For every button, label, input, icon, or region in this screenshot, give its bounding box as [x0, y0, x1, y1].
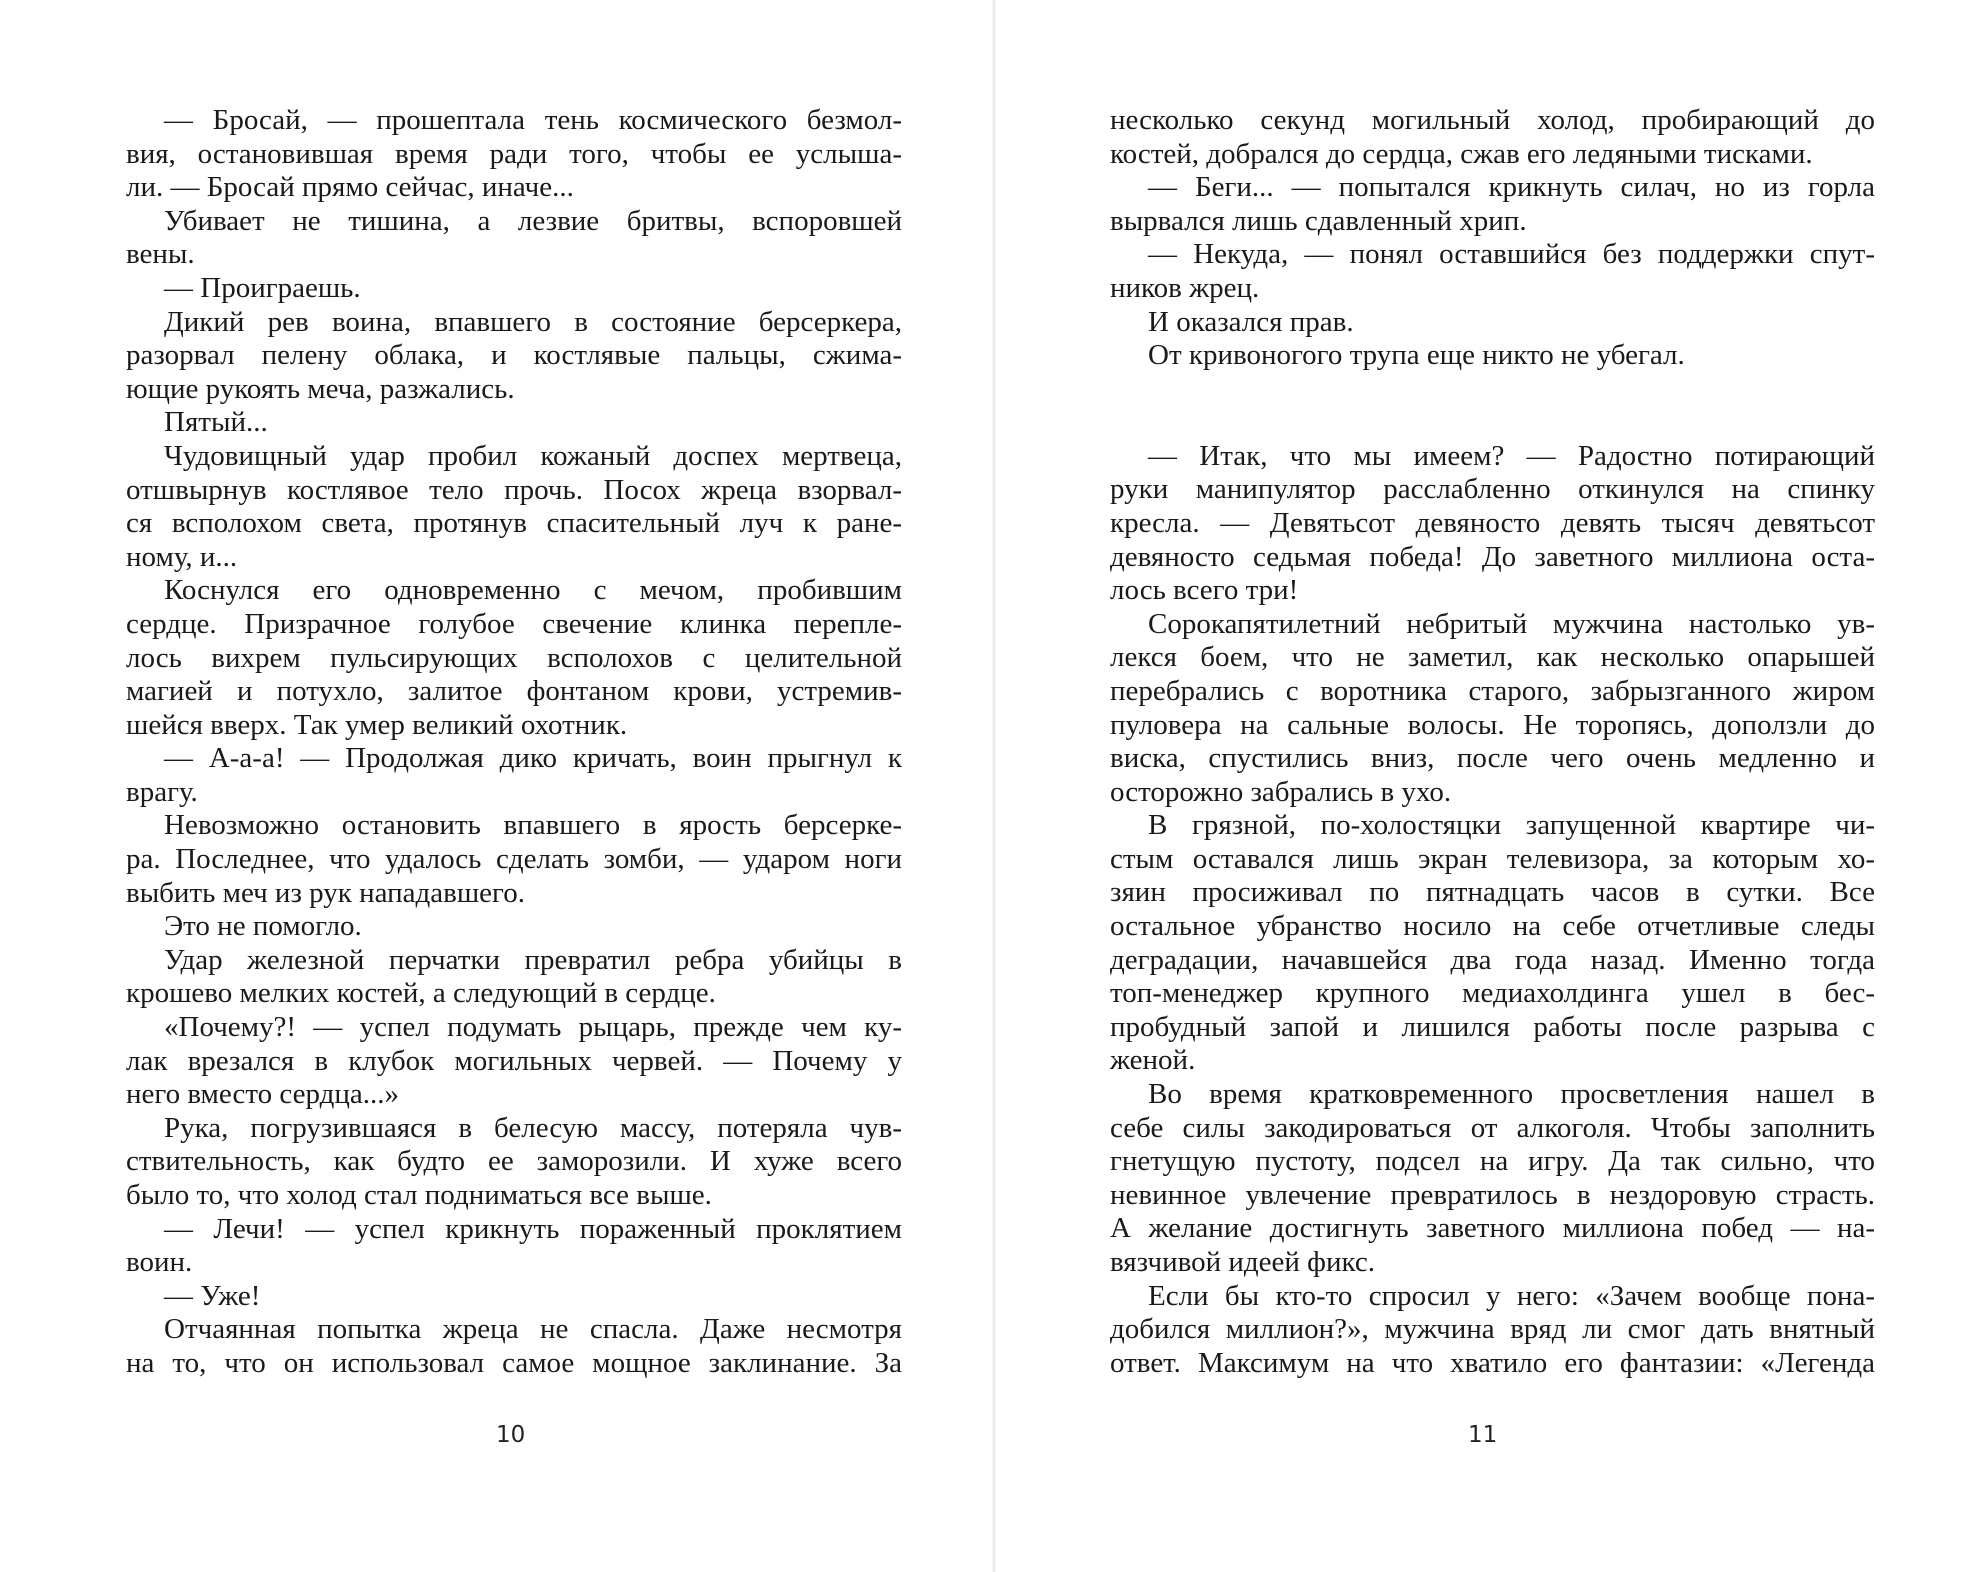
text-line: врагу.: [126, 775, 198, 808]
text-line: воин.: [126, 1246, 193, 1279]
text-line: шейся вверх. Так умер великий охотник.: [126, 708, 628, 741]
text-line: осторожно забрались в ухо.: [1110, 775, 1452, 808]
text-line: ющие рукоять меча, разжались.: [126, 372, 515, 405]
text-line: невинное увлечение превратилось в нездоровую страсть.: [1110, 1178, 1875, 1211]
text-line: — Бросай, — прошептала тень космического безмол-: [164, 104, 902, 136]
text-line: выбить меч из рук нападавшего.: [126, 876, 525, 909]
text-line: Убивает не тишина, а лезвие бритвы, вспоровшей: [164, 204, 902, 237]
text-line: ли. — Бросай прямо сейчас, иначе...: [126, 171, 574, 204]
text-line: деградации, начавшейся два года назад. Именно тогда: [1110, 943, 1875, 976]
text-line: «Почему?! — успел подумать рыцарь, прежде чем ку-: [164, 1011, 902, 1044]
text-line: вырвался лишь сдавленный хрип.: [1110, 204, 1527, 237]
text-line: женой.: [1110, 1044, 1196, 1077]
text-line: перебрались с воротника старого, забрызганного жиром: [1110, 674, 1875, 707]
text-line: — Лечи! — успел крикнуть пораженный проклятием: [164, 1212, 902, 1245]
section-break: [1110, 373, 1875, 440]
text-line: Если бы кто-то спросил у него: «Зачем вообще пона-: [1148, 1279, 1875, 1312]
text-line: остальное убранство носило на себе отчетливые следы: [1110, 910, 1875, 943]
text-line: стым оставался лишь экран телевизора, за которым хо-: [1110, 842, 1875, 875]
text-line: пробудный запой и лишился работы после разрыва с: [1110, 1010, 1875, 1043]
text-line: зяин просиживал по пятнадцать часов в сутки. Все: [1110, 876, 1875, 909]
text-line: — Беги... — попытался крикнуть силач, но из горла: [1148, 171, 1875, 204]
text-line: — Проиграешь.: [164, 271, 361, 304]
text-line: ся всполохом света, протянув спасительный луч к ране-: [126, 507, 902, 540]
text-line: — А-а-а! — Продолжая дико кричать, воин прыгнул к: [164, 742, 902, 775]
left-page-text: [126, 104, 902, 1381]
text-line: Отчаянная попытка жреца не спасла. Даже несмотря: [164, 1313, 902, 1346]
text-line: ному, и...: [126, 540, 238, 573]
text-line: Пятый...: [164, 406, 268, 439]
text-line: Невозможно остановить впавшего в ярость берсерке-: [164, 809, 902, 842]
text-line: Чудовищный удар пробил кожаный доспех мертвеца,: [164, 439, 902, 472]
right-page-text: [1110, 104, 1875, 1380]
text-line: него вместо сердца...»: [126, 1078, 399, 1111]
text-line: — Некуда, — понял оставшийся без поддержки спут-: [1148, 238, 1875, 271]
text-line: кресла. — Девятьсот девяносто девять тысяч девятьсот: [1110, 506, 1875, 539]
text-line: сердце. Призрачное голубое свечение клинка перепле-: [126, 607, 902, 640]
text-line: крошево мелких костей, а следующий в сердце.: [126, 977, 716, 1010]
text-line: костей, добрался до сердца, сжав его ледяными тисками.: [1110, 137, 1813, 170]
text-line: виска, спустились вниз, после чего очень медленно и: [1110, 742, 1875, 775]
text-line: Удар железной перчатки превратил ребра убийцы в: [164, 943, 902, 976]
text-line: магией и потухло, залитое фонтаном крови, устремив-: [126, 675, 902, 708]
text-line: И оказался прав.: [1148, 305, 1354, 338]
text-line: ответ. Максимум на что хватило его фантазии: «Легенда: [1110, 1346, 1875, 1379]
left-page-number: 10: [496, 1422, 526, 1448]
text-line: Рука, погрузившаяся в белесую массу, потеряла чув-: [164, 1111, 902, 1144]
text-line: От кривоногого трупа еще никто не убегал.: [1148, 339, 1685, 372]
text-line: несколько секунд могильный холод, пробирающий до: [1110, 104, 1875, 136]
text-line: вия, остановившая время ради того, чтобы ее услыша-: [126, 137, 902, 170]
text-line: разорвал пелену облака, и костлявые пальцы, сжима-: [126, 339, 902, 372]
text-line: Это не помогло.: [164, 910, 362, 943]
text-line: Дикий рев воина, впавшего в состояние берсеркера,: [164, 305, 902, 338]
text-line: ников жрец.: [1110, 271, 1260, 304]
text-line: себе силы закодироваться от алкоголя. Чтобы заполнить: [1110, 1111, 1875, 1144]
text-line: лось вихрем пульсирующих всполохов с целительной: [126, 641, 902, 674]
text-line: В грязной, по-холостяцки запущенной квартире чи-: [1148, 809, 1875, 842]
text-line: девяносто седьмая победа! До заветного миллиона оста-: [1110, 540, 1875, 573]
text-line: топ-менеджер крупного медиахолдинга ушел в бес-: [1110, 977, 1875, 1010]
right-page: [994, 0, 1988, 1572]
right-page-number: 11: [1468, 1422, 1498, 1448]
text-line: ствительность, как будто ее заморозили. И хуже всего: [126, 1145, 902, 1178]
text-line: лекся боем, что не заметил, как несколько опарышей: [1110, 641, 1875, 674]
text-line: добился миллион?», мужчина вряд ли смог дать внятный: [1110, 1313, 1875, 1346]
text-line: — Итак, что мы имеем? — Радостно потирающий: [1148, 439, 1875, 472]
text-line: Сорокапятилетний небритый мужчина настолько ув-: [1148, 607, 1875, 640]
text-line: вязчивой идеей фикс.: [1110, 1246, 1375, 1278]
text-line: вены.: [126, 238, 195, 271]
text-line: Во время кратковременного просветления нашел в: [1148, 1078, 1875, 1111]
text-line: было то, что холод стал подниматься все выше.: [126, 1179, 712, 1211]
text-line: А желание достигнуть заветного миллиона побед — на-: [1110, 1212, 1875, 1245]
text-line: Коснулся его одновременно с мечом, пробившим: [164, 574, 902, 607]
text-line: пуловера на сальные волосы. Не торопясь, доползли до: [1110, 708, 1875, 741]
text-line: отшвырнув костлявое тело прочь. Посох жреца взорвал-: [126, 473, 902, 506]
text-line: на то, что он использовал самое мощное заклинание. За: [126, 1346, 902, 1379]
text-line: лак врезался в клубок могильных червей. — Почему у: [126, 1044, 902, 1077]
text-line: гнетущую пустоту, подсел на игру. Да так сильно, что: [1110, 1145, 1875, 1178]
text-line: ра. Последнее, что удалось сделать зомби, — ударом ноги: [126, 843, 902, 876]
text-line: руки манипулятор расслабленно откинулся на спинку: [1110, 473, 1875, 506]
text-line: — Уже!: [164, 1279, 261, 1312]
text-line: лось всего три!: [1110, 574, 1299, 607]
